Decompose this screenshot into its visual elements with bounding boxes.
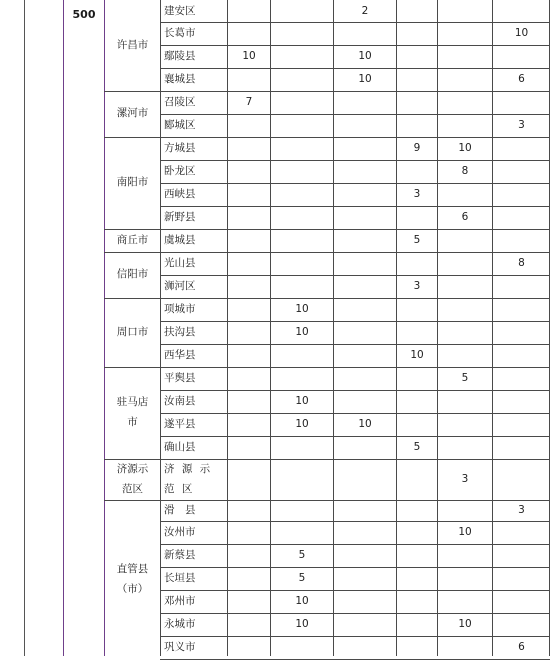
quota-value: [271, 275, 333, 298]
quota-value: [438, 68, 492, 91]
quota-value: [397, 0, 437, 22]
quota-value: 10: [458, 142, 472, 155]
county-name: 长垣县: [164, 572, 196, 585]
quota-value: 10: [295, 395, 309, 408]
quota-value: [228, 521, 270, 544]
quota-value: [228, 252, 270, 275]
quota-value: 2: [361, 4, 369, 17]
quota-value: [493, 613, 550, 636]
quota-value: [397, 567, 437, 590]
quota-value: [438, 544, 492, 567]
quota-value: 10: [295, 326, 309, 339]
quota-value: [228, 160, 270, 183]
quota-value: [493, 344, 550, 367]
city-label-line: 济源示: [116, 462, 149, 475]
quota-value: [334, 275, 396, 298]
quota-value: [334, 298, 396, 321]
quota-value: 5: [413, 234, 421, 247]
county-name: 郾城区: [164, 119, 196, 132]
city-label-line: 直管县: [116, 562, 149, 575]
quota-value: 3: [413, 280, 421, 293]
quota-value: [493, 459, 550, 500]
quota-value: [438, 500, 492, 521]
quota-value: [271, 459, 333, 500]
quota-value: 5: [298, 572, 306, 585]
quota-value: [493, 91, 550, 114]
quota-value: [397, 544, 437, 567]
quota-value: 3: [518, 119, 525, 132]
county-name: 鄢陵县: [164, 50, 196, 63]
county-name: 滑 县: [164, 504, 196, 517]
county-name: 扶沟县: [164, 326, 196, 339]
city-cell: [105, 137, 160, 229]
quota-value: [271, 22, 333, 45]
quota-value: [228, 298, 270, 321]
quota-value: [228, 22, 270, 45]
quota-value: [228, 459, 270, 500]
county-name: 确山县: [164, 441, 196, 454]
quota-value: [493, 321, 550, 344]
quota-value: [228, 344, 270, 367]
city-cell: [105, 367, 160, 459]
quota-value: [228, 500, 270, 521]
quota-value: [334, 321, 396, 344]
quota-value: [438, 45, 492, 68]
quota-value: 10: [295, 418, 309, 431]
quota-value: 5: [461, 372, 469, 385]
county-name: 光山县: [164, 257, 196, 270]
quota-value: [397, 22, 437, 45]
quota-value: [438, 22, 492, 45]
quota-value: [397, 298, 437, 321]
quota-value: 10: [358, 73, 372, 86]
quota-value: 6: [518, 641, 525, 654]
quota-value: [334, 367, 396, 390]
quota-value: [438, 590, 492, 613]
quota-value: [397, 160, 437, 183]
quota-value: [334, 229, 396, 252]
county-name: 召陵区: [164, 96, 196, 109]
quota-value: [334, 183, 396, 206]
quota-value: [493, 229, 550, 252]
quota-value: [493, 544, 550, 567]
quota-value: [493, 298, 550, 321]
quota-value: [334, 160, 396, 183]
quota-value: [228, 544, 270, 567]
quota-value: [271, 114, 333, 137]
quota-value: 3: [518, 504, 525, 517]
quota-value: 7: [245, 96, 253, 109]
city-cell: [105, 459, 160, 500]
quota-value: [438, 275, 492, 298]
county-name: 汝州市: [164, 526, 196, 539]
city-label-line: （市）: [116, 582, 149, 595]
quota-value: [438, 344, 492, 367]
quota-value: [271, 91, 333, 114]
quota-value: 5: [298, 549, 306, 562]
quota-value: [438, 436, 492, 459]
city-label-line: 商丘市: [116, 233, 149, 246]
quota-value: [438, 91, 492, 114]
quota-value: [438, 567, 492, 590]
quota-value: [493, 137, 550, 160]
quota-value: 5: [413, 441, 421, 454]
county-name: 浉河区: [164, 280, 196, 293]
quota-value: [228, 613, 270, 636]
quota-value: [334, 22, 396, 45]
quota-value: [438, 229, 492, 252]
quota-value: [334, 459, 396, 500]
city-cell: [105, 500, 160, 659]
quota-value: [271, 500, 333, 521]
total-value: 500: [72, 8, 96, 21]
county-name: 项城市: [164, 303, 196, 316]
quota-value: [438, 252, 492, 275]
quota-value: [228, 137, 270, 160]
quota-value: [493, 160, 550, 183]
city-cell: [105, 229, 160, 252]
quota-value: [334, 521, 396, 544]
quota-value: 8: [461, 165, 469, 178]
quota-value: 10: [358, 50, 372, 63]
county-name: 遂平县: [164, 418, 196, 431]
county-name: 新野县: [164, 211, 196, 224]
quota-value: [228, 206, 270, 229]
quota-value: [397, 590, 437, 613]
county-name: 永城市: [164, 618, 196, 631]
quota-value: 10: [458, 618, 472, 631]
quota-value: [228, 567, 270, 590]
county-name: 平舆县: [164, 372, 196, 385]
left-border-line-1: [63, 0, 64, 656]
quota-value: [397, 68, 437, 91]
quota-value: [271, 137, 333, 160]
quota-value: [493, 0, 550, 22]
quota-value: [397, 367, 437, 390]
quota-value: [397, 252, 437, 275]
quota-value: 10: [295, 595, 309, 608]
quota-value: 8: [518, 257, 525, 270]
quota-value: 10: [514, 27, 529, 40]
quota-value: [271, 45, 333, 68]
county-name: 济 源 示 范 区: [164, 462, 213, 495]
quota-value: 9: [413, 142, 421, 155]
county-name: 新蔡县: [164, 549, 196, 562]
county-name: 虞城县: [164, 234, 196, 247]
quota-value: [334, 114, 396, 137]
quota-value: [334, 91, 396, 114]
quota-value: [271, 206, 333, 229]
quota-value: [493, 275, 550, 298]
quota-value: [493, 390, 550, 413]
city-label-line: 驻马店: [116, 396, 149, 409]
quota-value: [334, 500, 396, 521]
quota-value: [438, 114, 492, 137]
quota-value: [271, 229, 333, 252]
quota-value: [271, 344, 333, 367]
quota-value: [493, 206, 550, 229]
quota-value: [271, 183, 333, 206]
county-name: 建安区: [164, 4, 196, 17]
quota-value: [397, 45, 437, 68]
city-label-line: 漯河市: [116, 107, 149, 120]
quota-value: [271, 521, 333, 544]
quota-value: 6: [518, 73, 525, 86]
county-name: 方城县: [164, 142, 196, 155]
quota-value: [397, 206, 437, 229]
city-label-line: 信阳市: [116, 268, 149, 281]
quota-value: [228, 114, 270, 137]
left-border-line-0: [24, 0, 25, 656]
quota-value: [438, 390, 492, 413]
quota-value: [493, 367, 550, 390]
quota-value: 10: [358, 418, 372, 431]
quota-value: 10: [410, 349, 424, 362]
quota-value: [228, 413, 270, 436]
quota-value: [334, 206, 396, 229]
quota-value: [228, 367, 270, 390]
quota-value: [271, 0, 333, 22]
quota-value: [228, 183, 270, 206]
quota-value: [438, 0, 492, 22]
quota-value: 10: [295, 303, 309, 316]
city-label-line: 范区: [122, 482, 143, 495]
quota-value: [397, 390, 437, 413]
county-name: 西峡县: [164, 188, 196, 201]
quota-value: [334, 544, 396, 567]
county-name: 襄城县: [164, 73, 196, 86]
quota-value: [493, 590, 550, 613]
quota-value: [493, 183, 550, 206]
county-name: 邓州市: [164, 595, 196, 608]
quota-value: [228, 68, 270, 91]
quota-value: [397, 521, 437, 544]
county-name: 长葛市: [164, 27, 196, 40]
quota-value: [334, 137, 396, 160]
quota-value: [397, 613, 437, 636]
quota-value: [397, 500, 437, 521]
quota-value: [493, 567, 550, 590]
quota-value: [334, 436, 396, 459]
city-label-line: 市: [127, 416, 138, 428]
quota-value: [334, 613, 396, 636]
quota-value: [397, 459, 437, 500]
quota-value: [397, 114, 437, 137]
quota-value: [334, 567, 396, 590]
quota-value: 3: [413, 188, 421, 201]
quota-value: 6: [461, 211, 469, 224]
county-name: 西华县: [164, 349, 196, 362]
city-cell: [105, 91, 160, 137]
quota-value: [438, 413, 492, 436]
quota-value: [228, 390, 270, 413]
quota-value: 10: [458, 526, 472, 539]
city-cell: [105, 252, 160, 298]
quota-value: [228, 436, 270, 459]
quota-value: [493, 521, 550, 544]
quota-value: [334, 344, 396, 367]
quota-value: [493, 413, 550, 436]
column-line-0: [160, 0, 161, 656]
quota-value: [397, 413, 437, 436]
county-name: 卧龙区: [164, 165, 196, 178]
quota-value: [493, 436, 550, 459]
quota-value: [334, 252, 396, 275]
quota-value: [228, 275, 270, 298]
quota-value: [271, 252, 333, 275]
quota-value: [228, 321, 270, 344]
quota-value: [271, 367, 333, 390]
quota-value: [228, 0, 270, 22]
county-name: 汝南县: [164, 395, 196, 408]
county-name: 巩义市: [164, 641, 196, 654]
quota-value: 10: [295, 618, 309, 631]
quota-value: [438, 298, 492, 321]
quota-value: [334, 390, 396, 413]
quota-value: [271, 68, 333, 91]
quota-value: [271, 436, 333, 459]
quota-value: 3: [461, 473, 469, 486]
city-cell: [105, 298, 160, 367]
city-label-line: 许昌市: [116, 38, 149, 51]
quota-value: [438, 183, 492, 206]
quota-value: [438, 321, 492, 344]
quota-value: [397, 91, 437, 114]
city-label-line: 周口市: [116, 325, 149, 338]
quota-value: [228, 590, 270, 613]
quota-value: [271, 160, 333, 183]
quota-value: [334, 590, 396, 613]
quota-value: [493, 45, 550, 68]
city-cell: [105, 0, 160, 91]
quota-value: [228, 229, 270, 252]
quota-value: [397, 321, 437, 344]
quota-value: 10: [242, 50, 256, 63]
city-label-line: 南阳市: [116, 176, 149, 189]
